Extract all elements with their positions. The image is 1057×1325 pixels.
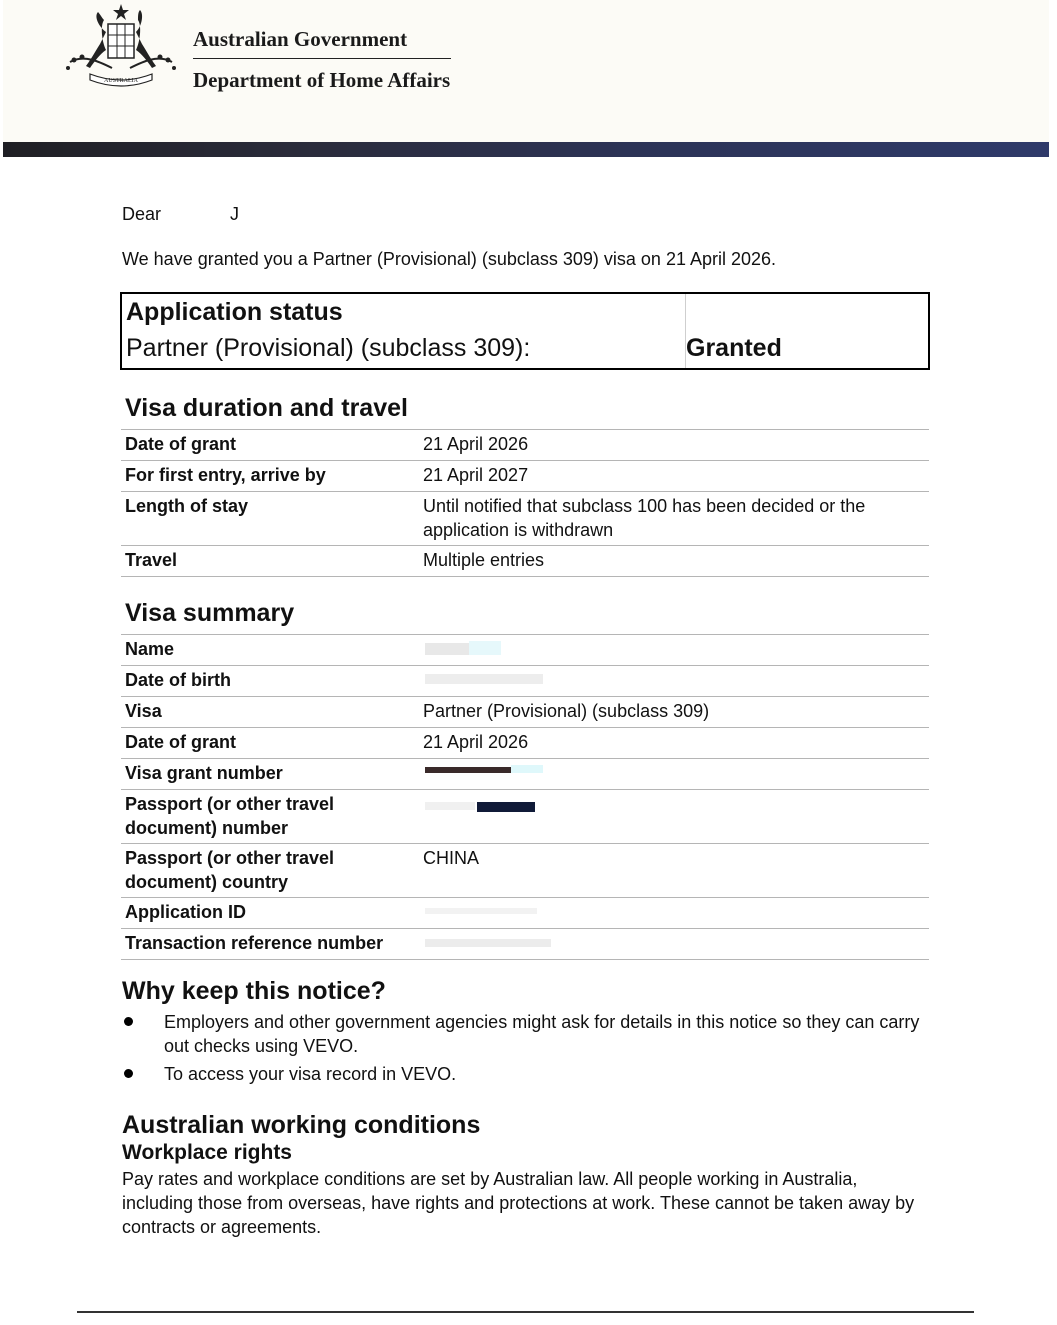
workplace-rights-text: Pay rates and workplace conditions are set by Australian law. All people working in Australia, including those from overseas, have rights and protections at work. These cannot be taken away by contracts or agreements. <box>122 1169 915 1237</box>
status-value: Granted <box>686 334 782 362</box>
redaction-mark <box>425 674 543 684</box>
row-value: 21 April 2027 <box>423 465 529 485</box>
row-label: For first entry, arrive by <box>125 465 326 485</box>
row-label: Name <box>125 639 175 659</box>
visa-duration-title: Visa duration and travel <box>125 394 408 422</box>
row-label: Passport (or other travel document) number <box>125 794 335 838</box>
row-label: Application ID <box>125 902 246 922</box>
header-divider <box>193 58 451 59</box>
bullet-icon <box>124 1069 133 1078</box>
table-row <box>121 758 929 789</box>
table-row <box>121 665 929 696</box>
salutation <box>122 204 239 225</box>
redaction-mark <box>425 643 469 655</box>
workplace-rights-title: Workplace rights <box>122 1141 292 1164</box>
row-value: 21 April 2026 <box>423 434 529 454</box>
row-label: Length of stay <box>125 496 249 516</box>
redaction-mark <box>511 765 543 773</box>
row-label: Date of grant <box>125 434 237 454</box>
salutation-word: Dear <box>122 204 162 224</box>
bullet-icon <box>124 1017 133 1026</box>
row-label: Travel <box>125 550 178 570</box>
row-label: Visa <box>125 701 162 721</box>
status-visa: Partner (Provisional) (subclass 309): <box>126 334 531 362</box>
table-row <box>121 696 929 727</box>
application-status-box <box>120 292 930 370</box>
row-label: Date of birth <box>125 670 231 690</box>
table-row <box>121 429 929 460</box>
table-row <box>121 491 929 545</box>
table-row <box>121 545 929 577</box>
table-row <box>121 843 929 897</box>
status-title: Application status <box>126 298 343 326</box>
list-item <box>122 1062 922 1086</box>
row-value: 21 April 2026 <box>423 732 529 752</box>
row-label: Visa grant number <box>125 763 283 783</box>
svg-text:AUSTRALIA: AUSTRALIA <box>104 78 138 84</box>
grant-intro: We have granted you a Partner (Provisional) (subclass 309) visa on 21 April 2026. <box>122 249 777 269</box>
row-value: Multiple entries <box>423 550 545 570</box>
table-row <box>121 634 929 665</box>
redaction-mark <box>425 908 537 914</box>
row-label: Date of grant <box>125 732 237 752</box>
why-keep-list <box>122 1010 922 1086</box>
coat-of-arms-icon <box>60 2 182 94</box>
list-item <box>122 1010 922 1058</box>
why-keep-title: Why keep this notice? <box>122 977 386 1005</box>
government-name: Australian Government <box>193 27 408 51</box>
redaction-mark <box>477 802 535 812</box>
redaction-mark <box>425 767 511 773</box>
table-row <box>121 789 929 843</box>
row-label: Transaction reference number <box>125 933 384 953</box>
working-conditions-title: Australian working conditions <box>122 1111 481 1139</box>
redaction-mark <box>469 641 501 655</box>
salutation-name: J <box>230 204 239 224</box>
table-row <box>121 727 929 758</box>
table-row <box>121 460 929 491</box>
row-label: Passport (or other travel document) country <box>125 848 335 892</box>
department-name: Department of Home Affairs <box>193 68 451 92</box>
list-item-text: To access your visa record in VEVO. <box>164 1064 457 1084</box>
footer-divider <box>77 1311 974 1313</box>
redaction-mark <box>425 802 475 810</box>
list-item-text: Employers and other government agencies might ask for details in this notice so they can carry out checks using VEVO. <box>164 1012 920 1056</box>
row-value: Until notified that subclass 100 has been decided or the application is withdrawn <box>423 496 866 540</box>
visa-summary-table <box>121 634 929 960</box>
letterhead-band <box>3 142 1049 157</box>
visa-duration-table <box>121 429 929 577</box>
table-row <box>121 897 929 928</box>
redaction-mark <box>425 939 551 947</box>
row-value: CHINA <box>423 848 480 868</box>
table-row <box>121 928 929 960</box>
visa-summary-title: Visa summary <box>125 599 295 627</box>
row-value: Partner (Provisional) (subclass 309) <box>423 701 710 721</box>
